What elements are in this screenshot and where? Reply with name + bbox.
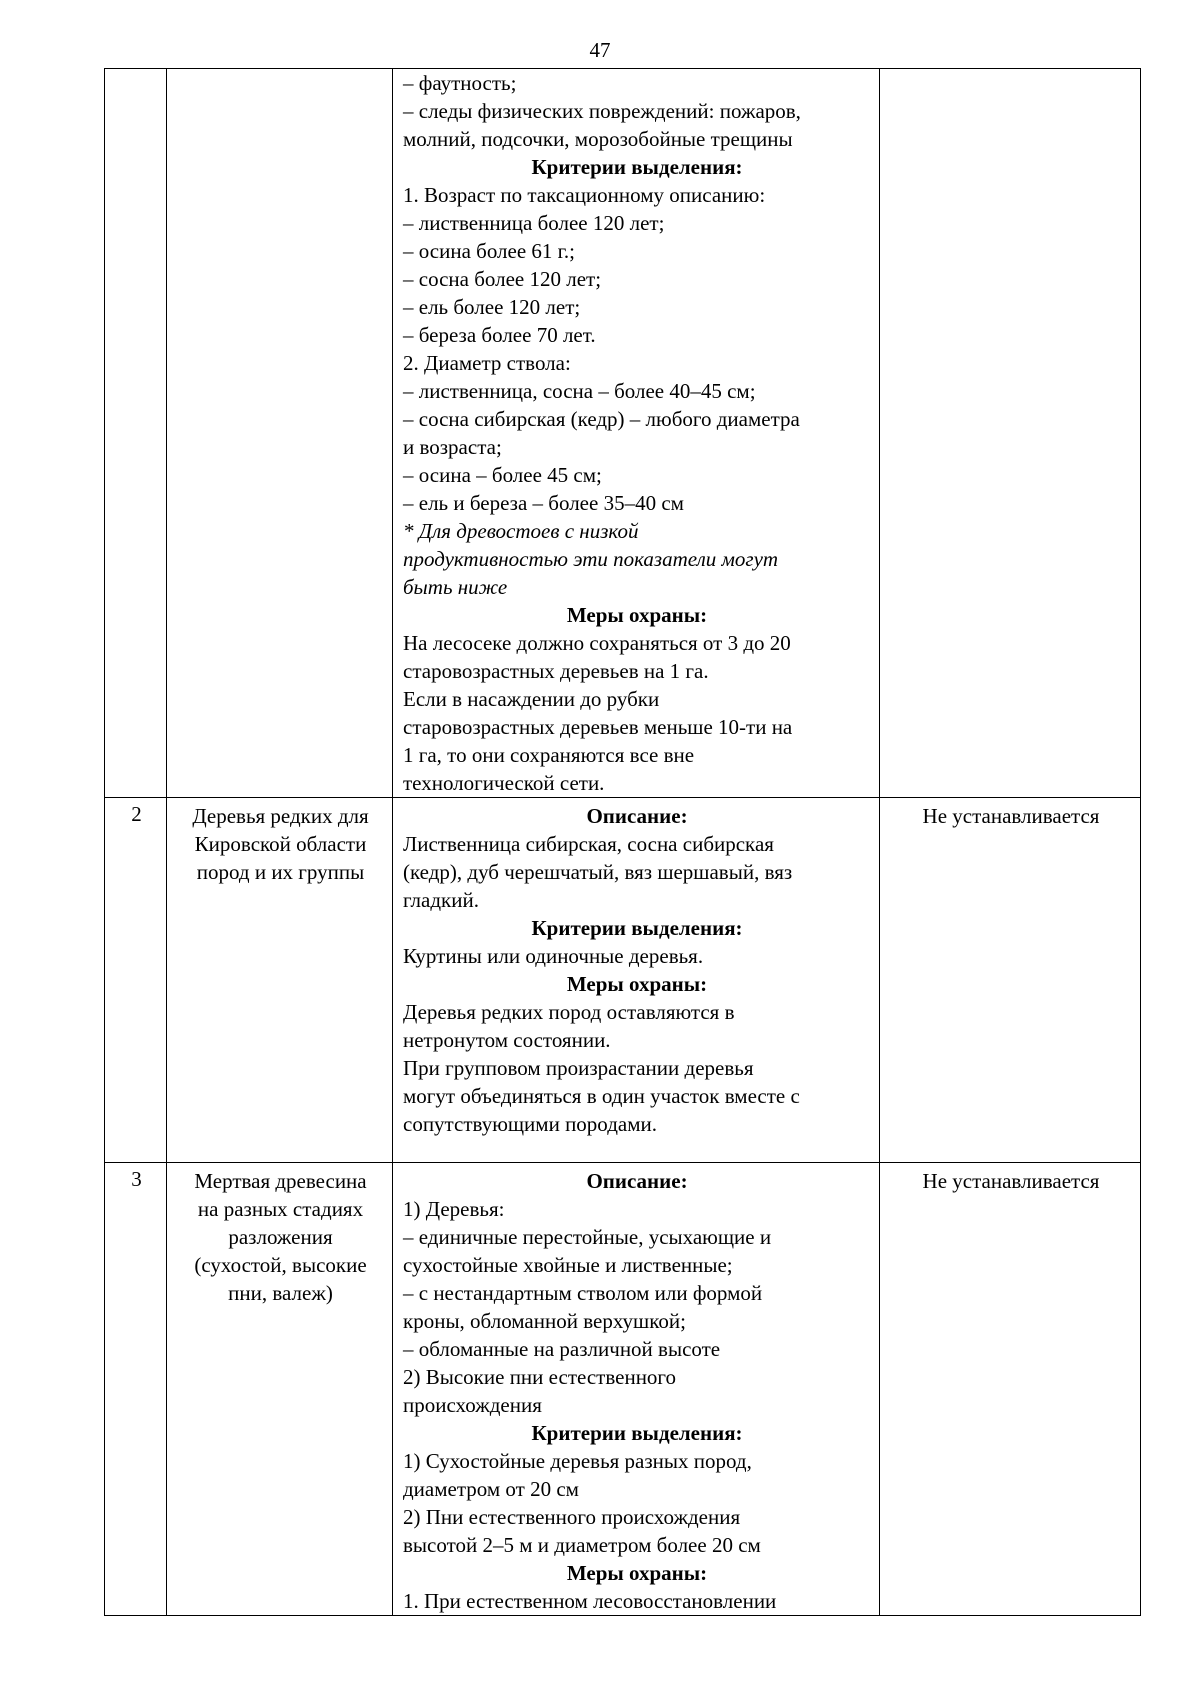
feature-name-line: пни, валеж) (228, 1281, 333, 1305)
text-line: старовозрастных деревьев на 1 га. (403, 659, 709, 683)
feature-name-line: Деревья редких для (192, 804, 369, 828)
text-line: высотой 2–5 м и диаметром более 20 см (403, 1533, 761, 1557)
size-value (880, 69, 1141, 798)
text-line: и возраста; (403, 435, 502, 459)
text-line: сопутствующими породами. (403, 1112, 657, 1136)
text-line: сухостойные хвойные и лиственные; (403, 1253, 733, 1277)
text-line: – ель и береза – более 35–40 см (403, 491, 684, 515)
text-line: (кедр), дуб черешчатый, вяз шершавый, вяз (403, 860, 793, 884)
section-heading: Меры охраны: (566, 972, 708, 996)
row-number (105, 69, 167, 798)
feature-name-line: (сухостой, высокие (194, 1253, 367, 1277)
text-line: 1) Деревья: (403, 1197, 505, 1221)
text-line: технологической сети. (403, 771, 605, 795)
text-line: старовозрастных деревьев меньше 10-ти на (403, 715, 793, 739)
text-line: 2. Диаметр ствола: (403, 351, 571, 375)
text-line: 2) Высокие пни естественного (403, 1365, 677, 1389)
text-line: Куртины или одиночные деревья. (403, 944, 704, 968)
criteria-table (104, 68, 1141, 1616)
section-heading: Критерии выделения: (531, 155, 743, 179)
text-line: нетронутом состоянии. (403, 1028, 611, 1052)
text-line: диаметром от 20 см (403, 1477, 579, 1501)
text-line: – сосна более 120 лет; (403, 267, 602, 291)
table-row (105, 798, 1141, 1163)
table-row (105, 1163, 1141, 1616)
section-heading: Меры охраны: (566, 1561, 708, 1585)
text-line: кроны, обломанной верхушкой; (403, 1309, 686, 1333)
text-line: – обломанные на различной высоте (403, 1337, 721, 1361)
feature-name (167, 1163, 393, 1616)
section-heading: Описание: (586, 804, 688, 828)
size-value: Не устанавливается (880, 798, 1141, 1163)
text-line: 1. При естественном лесовосстановлении (403, 1589, 777, 1613)
row-number: 3 (105, 1163, 167, 1616)
text-line: могут объединяться в один участок вместе с (403, 1084, 800, 1108)
note-line: продуктивностью эти показатели могут (403, 547, 779, 571)
section-heading: Описание: (586, 1169, 688, 1193)
feature-description (393, 69, 880, 798)
text-line: 1. Возраст по таксационному описанию: (403, 183, 766, 207)
text-line: – следы физических повреждений: пожаров, (403, 99, 801, 123)
text-line: – с нестандартным стволом или формой (403, 1281, 763, 1305)
text-line: – фаутность; (403, 71, 517, 95)
text-line: – береза более 70 лет. (403, 323, 596, 347)
section-heading: Меры охраны: (566, 603, 708, 627)
text-line: – лиственница, сосна – более 40–45 см; (403, 379, 756, 403)
text-line: На лесосеке должно сохраняться от 3 до 20 (403, 631, 791, 655)
text-line: – единичные перестойные, усыхающие и (403, 1225, 772, 1249)
page-number: 47 (589, 38, 611, 62)
section-heading: Критерии выделения: (531, 1421, 743, 1445)
feature-name-line: разложения (228, 1225, 333, 1249)
section-heading: Критерии выделения: (531, 916, 743, 940)
text-line: гладкий. (403, 888, 479, 912)
text-line: При групповом произрастании деревья (403, 1056, 754, 1080)
text-line: 1) Сухостойные деревья разных пород, (403, 1449, 752, 1473)
feature-name-line: пород и их группы (196, 860, 365, 884)
text-line: – ель более 120 лет; (403, 295, 581, 319)
text-line: – осина более 61 г.; (403, 239, 575, 263)
text-line: 1 га, то они сохраняются все вне (403, 743, 695, 767)
text-line: Деревья редких пород оставляются в (403, 1000, 735, 1024)
feature-name-line: на разных стадиях (197, 1197, 364, 1221)
text-line: – лиственница более 120 лет; (403, 211, 665, 235)
text-line: Лиственница сибирская, сосна сибирская (403, 832, 774, 856)
note-line: * Для древостоев с низкой (403, 519, 639, 543)
row-number: 2 (105, 798, 167, 1163)
feature-name-line: Кировской области (194, 832, 367, 856)
feature-name-line: Мертвая древесина (194, 1169, 367, 1193)
text-line: – сосна сибирская (кедр) – любого диаметра (403, 407, 800, 431)
feature-name (167, 69, 393, 798)
text-line: 2) Пни естественного происхождения (403, 1505, 741, 1529)
size-value: Не устанавливается (880, 1163, 1141, 1616)
feature-description (393, 798, 880, 1163)
note-line: быть ниже (403, 575, 508, 599)
table-row (105, 69, 1141, 798)
text-line: – осина – более 45 см; (403, 463, 602, 487)
text-line: молний, подсочки, морозобойные трещины (403, 127, 793, 151)
text-line: происхождения (403, 1393, 542, 1417)
feature-name (167, 798, 393, 1163)
feature-description (393, 1163, 880, 1616)
text-line: Если в насаждении до рубки (403, 687, 660, 711)
